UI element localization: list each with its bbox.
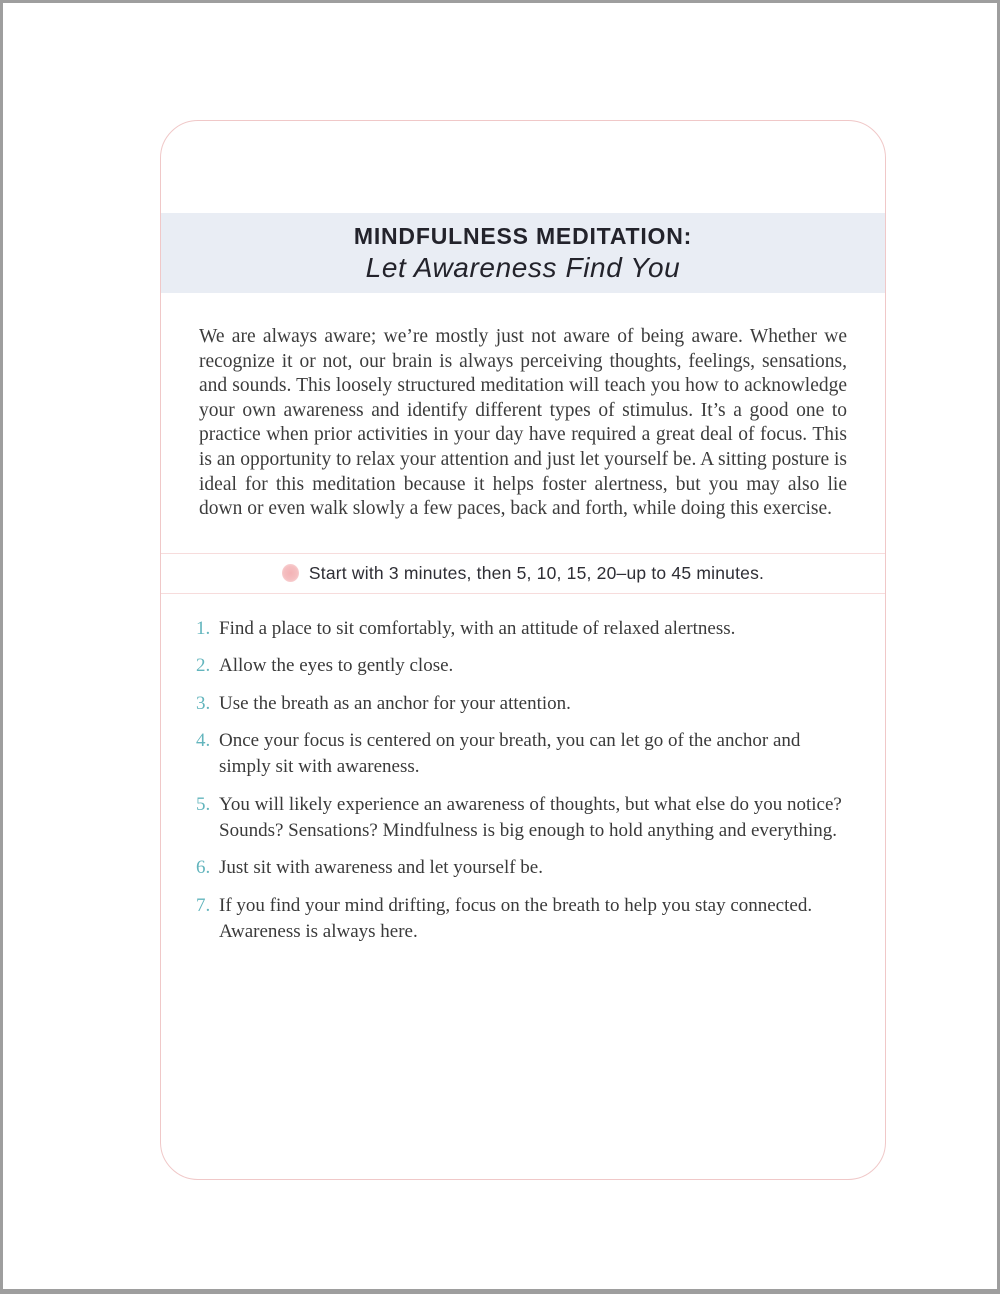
page-subtitle: Let Awareness Find You (365, 252, 681, 283)
header-band (161, 213, 885, 293)
step-item (196, 893, 847, 945)
meditation-card (160, 120, 886, 1180)
step-number: 6. (196, 857, 211, 879)
intro-paragraph: We are always aware; we’re mostly just not aware of being aware. Whether we recognize it or not, our brain is always perceiving thoughts, feelings, sensations, and sounds. This loosely structured meditation will teach you how to acknowledge your own awareness and identify different types of stimulus. It’s a good one to practice when prior activities in your day have required a great deal of focus. This is an opportunity to relax your attention and just let yourself be. A sitting posture is ideal for this meditation because it helps foster alertness, but you may also lie down or even walk slowly a few paces, back and forth, while doing this exercise. (199, 326, 847, 520)
sunburst-dot-icon (282, 564, 299, 582)
page-title: MINDFULNESS MEDITATION: (353, 223, 693, 249)
step-number: 1. (196, 617, 211, 639)
step-text: Once your focus is centered on your breath, you can let go of the anchor and simply sit with awareness. (219, 730, 801, 778)
step-item (196, 728, 847, 780)
step-text: You will likely experience an awareness of thoughts, but what else do you notice? Sounds? Sensations? Mindfulness is big enough to hold anything and everything. (219, 793, 842, 841)
step-number: 3. (196, 692, 211, 714)
step-text: Find a place to sit comfortably, with an attitude of relaxed alertness. (219, 617, 736, 639)
step-number: 4. (196, 730, 211, 752)
tip-text: Start with 3 minutes, then 5, 10, 15, 20–up to 45 minutes. (308, 562, 765, 583)
step-item (196, 792, 847, 844)
step-text: Allow the eyes to gently close. (219, 655, 454, 677)
step-text: Use the breath as an anchor for your attention. (219, 692, 571, 714)
steps-list (196, 616, 847, 945)
step-item (196, 653, 847, 679)
step-item (196, 691, 847, 717)
step-item (196, 855, 847, 881)
step-number: 5. (196, 793, 211, 815)
step-text: Just sit with awareness and let yourself be. (219, 857, 543, 879)
tip-divider-row (161, 553, 885, 594)
step-number: 7. (196, 894, 211, 916)
step-number: 2. (196, 655, 211, 677)
step-item (196, 616, 847, 642)
step-text: If you find your mind drifting, focus on the breath to help you stay connected. Awareness is always here. (219, 894, 813, 942)
